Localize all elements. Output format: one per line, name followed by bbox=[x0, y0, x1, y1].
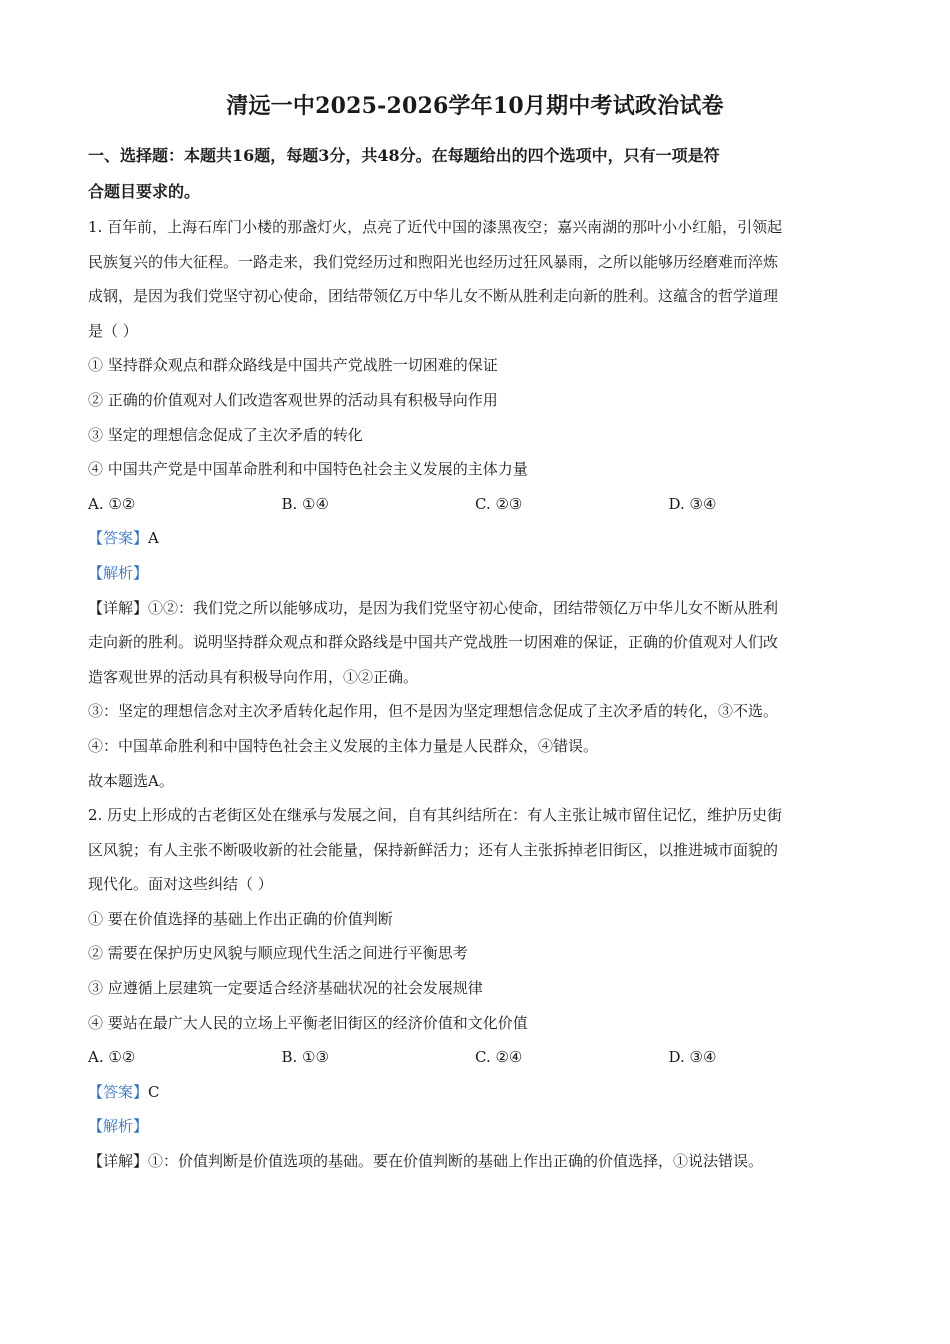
q1-detail-line: ③：坚定的理想信念对主次矛盾转化起作用，但不是因为坚定理想信念促成了主次矛盾的转化，③不选。 bbox=[88, 702, 779, 721]
detail-tag: 【详解】 bbox=[88, 598, 149, 617]
q1-option-d: D. ③④ bbox=[668, 494, 717, 513]
detail-tag: 【详解】 bbox=[88, 1152, 149, 1171]
q1-detail-line: ④：中国革命胜利和中国特色社会主义发展的主体力量是人民群众，④错误。 bbox=[88, 736, 599, 755]
analysis-tag: 【解析】 bbox=[88, 563, 149, 582]
q1-statement: ③ 坚定的理想信念促成了主次矛盾的转化 bbox=[88, 425, 363, 444]
analysis-tag: 【解析】 bbox=[88, 1117, 149, 1136]
q2-stem-line: 区风貌；有人主张不断吸收新的社会能量，保持新鲜活力；还有人主张拆掉老旧街区，以推进城市面貌的 bbox=[88, 840, 779, 859]
q2-option-a: A. ①② bbox=[88, 1048, 136, 1067]
q1-option-b: B. ①④ bbox=[281, 494, 329, 513]
q1-answer bbox=[88, 521, 862, 556]
q1-detail-line: 走向新的胜利。说明坚持群众观点和群众路线是中国共产党战胜一切困难的保证，正确的价值观对人们改 bbox=[88, 633, 779, 652]
q1-option-a: A. ①② bbox=[88, 494, 136, 513]
exam-page bbox=[88, 88, 862, 1179]
q2-statement: ① 要在价值选择的基础上作出正确的价值判断 bbox=[88, 909, 393, 928]
q1-stem-line: 是（ ） bbox=[88, 321, 138, 340]
question-1 bbox=[88, 210, 862, 798]
q1-analysis bbox=[88, 556, 862, 591]
answer-tag: 【答案】 bbox=[88, 529, 149, 548]
q2-statement: ② 需要在保护历史风貌与顺应现代生活之间进行平衡思考 bbox=[88, 944, 468, 963]
section-heading-line1: 一、选择题：本题共16题，每题3分，共48分。在每题给出的四个选项中，只有一项是符 bbox=[88, 146, 720, 165]
q1-options bbox=[88, 487, 862, 522]
q1-detail-line: 故本题选A。 bbox=[88, 771, 174, 790]
q1-detail-line bbox=[88, 591, 862, 626]
q1-stem-line: 1. 百年前，上海石库门小楼的那盏灯火，点亮了近代中国的漆黑夜空；嘉兴南湖的那叶小小红船，引领起 bbox=[88, 218, 783, 236]
q1-stem-line: 民族复兴的伟大征程。一路走来，我们党经历过和煦阳光也经历过狂风暴雨，之所以能够历经磨难而淬炼 bbox=[88, 252, 779, 271]
q1-statement: ② 正确的价值观对人们改造客观世界的活动具有积极导向作用 bbox=[88, 390, 498, 409]
page-title: 清远一中2025-2026学年10月期中考试政治试卷 bbox=[226, 93, 724, 119]
q2-analysis bbox=[88, 1109, 862, 1144]
detail-text: ①②：我们党之所以能够成功，是因为我们党坚守初心使命，团结带领亿万中华儿女不断从胜利 bbox=[148, 598, 779, 617]
q2-stem-line: 2. 历史上形成的古老街区处在继承与发展之间，自有其纠结所在：有人主张让城市留住记忆，维护历史街 bbox=[88, 806, 783, 825]
answer-tag: 【答案】 bbox=[88, 1082, 149, 1101]
q1-option-c: C. ②③ bbox=[475, 494, 523, 513]
q1-stem-line: 成钢，是因为我们党坚守初心使命，团结带领亿万中华儿女不断从胜利走向新的胜利。这蕴含的哲学道理 bbox=[88, 287, 779, 306]
q2-statement: ④ 要站在最广大人民的立场上平衡老旧街区的经济价值和文化价值 bbox=[88, 1013, 528, 1032]
q2-options bbox=[88, 1040, 862, 1075]
detail-text: ①：价值判断是价值选项的基础。要在价值判断的基础上作出正确的价值选择，①说法错误。 bbox=[148, 1152, 764, 1171]
q2-option-c: C. ②④ bbox=[475, 1048, 523, 1067]
answer-value: A bbox=[148, 529, 159, 548]
q2-option-b: B. ①③ bbox=[281, 1048, 329, 1067]
q2-detail-line bbox=[88, 1144, 862, 1179]
section-heading-line2: 合题目要求的。 bbox=[88, 182, 201, 201]
q1-detail-line: 造客观世界的活动具有积极导向作用，①②正确。 bbox=[88, 667, 419, 686]
q1-statement: ④ 中国共产党是中国革命胜利和中国特色社会主义发展的主体力量 bbox=[88, 460, 528, 479]
answer-value: C bbox=[148, 1082, 160, 1101]
q2-statement: ③ 应遵循上层建筑一定要适合经济基础状况的社会发展规律 bbox=[88, 979, 483, 998]
q2-answer bbox=[88, 1075, 862, 1110]
q2-option-d: D. ③④ bbox=[668, 1048, 717, 1067]
q2-stem-line: 现代化。面对这些纠结（ ） bbox=[88, 875, 273, 894]
question-2 bbox=[88, 798, 862, 1179]
q1-statement: ① 坚持群众观点和群众路线是中国共产党战胜一切困难的保证 bbox=[88, 356, 498, 375]
